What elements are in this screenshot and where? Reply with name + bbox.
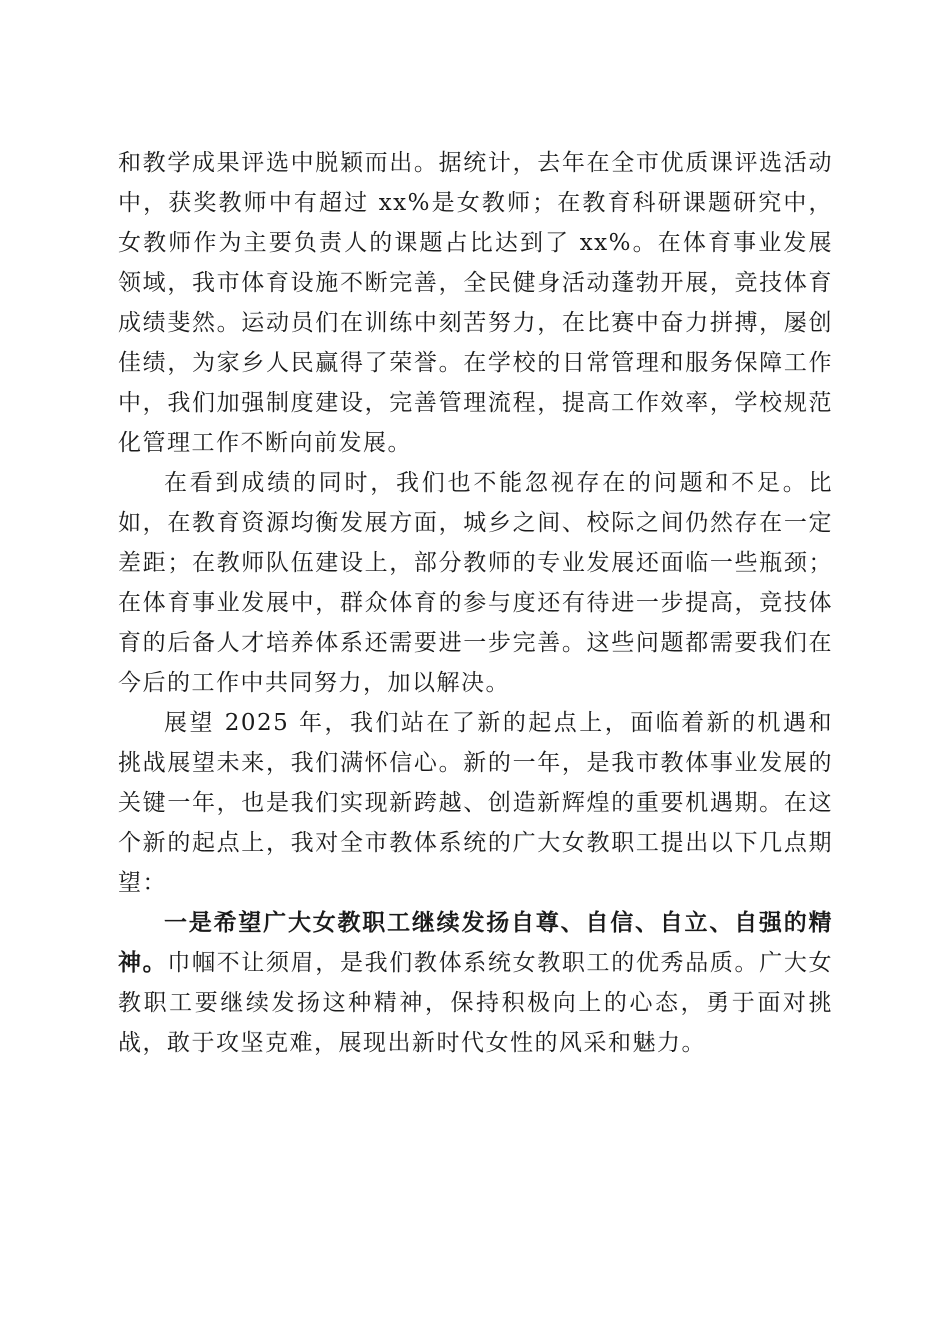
paragraph-achievements: 和教学成果评选中脱颖而出。据统计，去年在全市优质课评选活动中，获奖教师中有超过 xx%是女教师；在教育科研课题研究中，女教师作为主要负责人的课题占比达到了 xx%。在体育事业发展领域，我市体育设施不断完善，全民健身活动蓬勃开展，竞技体育成绩斐然。运动员们在训练中刻苦努力，在比赛中奋力拼搏，屡创佳绩，为家乡人民赢得了荣誉。在学校的日常管理和服务保障工作中，我们加强制度建设，完善管理流程，提高工作效率，学校规范化管理工作不断向前发展。 — [118, 150, 833, 456]
paragraph-outlook: 展望 2025 年，我们站在了新的起点上，面临着新的机遇和挑战展望未来，我们满怀信心。新的一年，是我市教体事业发展的关键一年，也是我们实现新跨越、创造新辉煌的重要机遇期。在这个新的起点上，我对全市教体系统的广大女教职工提出以下几点期望： — [118, 710, 833, 896]
expectation-one-body: 巾帼不让须眉，是我们教体系统女教职工的优秀品质。广大女教职工要继续发扬这种精神，保持积极向上的心态，勇于面对挑战，敢于攻坚克难，展现出新时代女性的风采和魅力。 — [118, 950, 834, 1056]
paragraph-problems: 在看到成绩的同时，我们也不能忽视存在的问题和不足。比如，在教育资源均衡发展方面，城乡之间、校际之间仍然存在一定差距；在教师队伍建设上，部分教师的专业发展还面临一些瓶颈；在体育事业发展中，群众体育的参与度还有待进一步提高，竞技体育的后备人才培养体系还需要进一步完善。这些问题都需要我们在今后的工作中共同努力，加以解决。 — [118, 470, 833, 696]
paragraph-expectation-one — [118, 903, 833, 1063]
expectation-one-heading: 一是希望广大女教职工继续发扬自尊、自信、自立、自强的精神。 — [118, 909, 833, 976]
document-body — [118, 143, 833, 1063]
